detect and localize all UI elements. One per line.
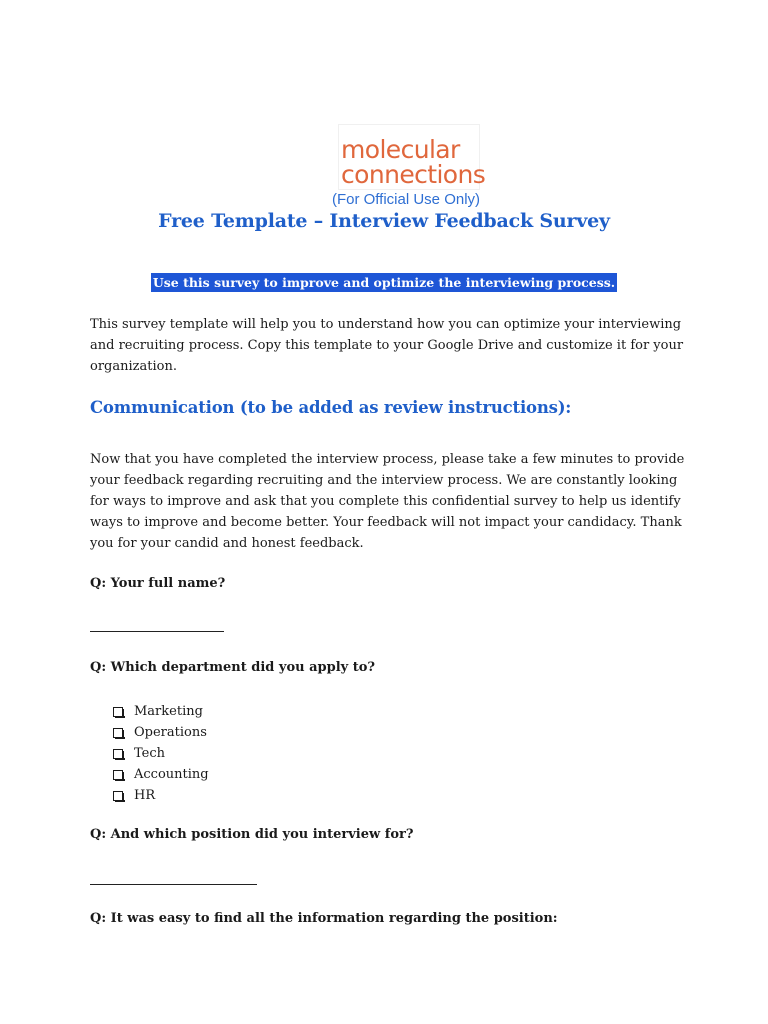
logo-text-line1: molecular (341, 135, 460, 164)
department-option[interactable] (113, 764, 209, 785)
official-use-note: (For Official Use Only) (331, 191, 481, 208)
highlight-banner (0, 272, 768, 292)
question-info-ease: Q: It was easy to find all the information regarding the position: (90, 911, 558, 926)
full-name-answer-line[interactable] (90, 631, 224, 632)
department-options (113, 701, 209, 806)
department-option-label: Tech (134, 746, 166, 761)
question-position: Q: And which position did you interview for? (90, 827, 414, 842)
intro-paragraph: This survey template will help you to understand how you can optimize your interviewing and recruiting process. Copy this template to your Google Drive and customize it for your organization. (90, 317, 684, 374)
department-option[interactable] (113, 743, 209, 764)
department-option-label: Marketing (134, 704, 203, 719)
department-option[interactable] (113, 722, 209, 743)
question-full-name: Q: Your full name? (90, 576, 226, 591)
document-title: Free Template – Interview Feedback Survey (158, 210, 610, 232)
department-option-label: Operations (134, 725, 207, 740)
communication-heading: Communication (to be added as review instructions): (90, 398, 572, 417)
communication-paragraph: Now that you have completed the interview process, please take a few minutes to provide your feedback regarding recruiting and the interview process. We are constantly looking for ways to improve and ask that you complete this confidential survey to help us identify ways to improve and become better. Your feedback will not impact your candidacy. Thank you for your candid and honest feedback. (90, 452, 685, 551)
logo-text-line2: connections (341, 160, 486, 189)
checkbox-icon[interactable] (113, 707, 123, 717)
checkbox-icon[interactable] (113, 791, 123, 801)
company-logo (338, 124, 486, 190)
department-option-label: Accounting (134, 767, 209, 782)
checkbox-icon[interactable] (113, 770, 123, 780)
position-answer-line[interactable] (90, 884, 257, 885)
highlighted-subtitle: Use this survey to improve and optimize the interviewing process. (152, 275, 616, 290)
question-department: Q: Which department did you apply to? (90, 660, 376, 675)
checkbox-icon[interactable] (113, 749, 123, 759)
department-option[interactable] (113, 701, 209, 722)
department-option-label: HR (134, 788, 156, 803)
department-option[interactable] (113, 785, 209, 806)
checkbox-icon[interactable] (113, 728, 123, 738)
